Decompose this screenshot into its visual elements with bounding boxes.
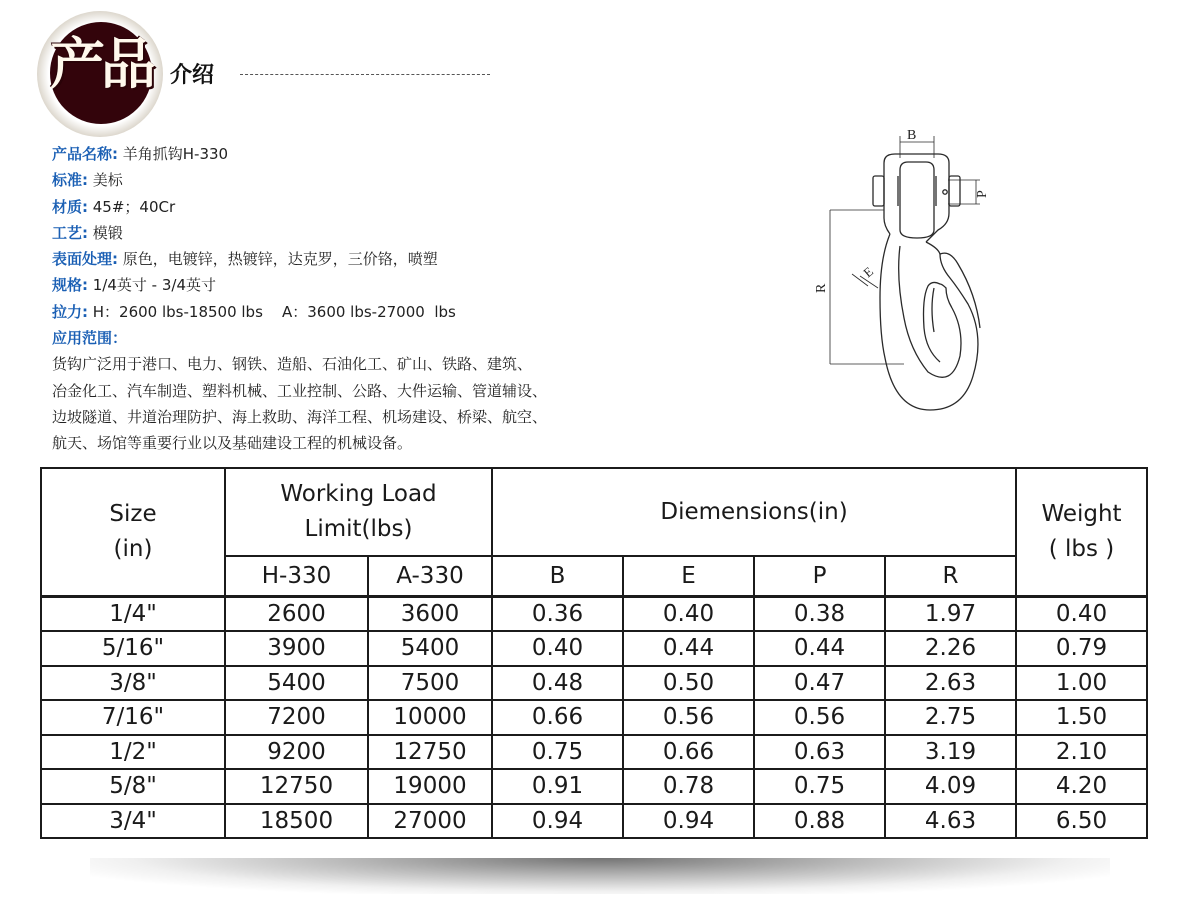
header-size-line1: Size <box>109 500 157 527</box>
cell-wll-a330: 27000 <box>368 804 492 839</box>
info-value: 美标 <box>88 171 123 190</box>
cell-dim-e: 0.40 <box>623 596 754 631</box>
hook-slot <box>900 162 934 238</box>
header-weight-line2: ( lbs ) <box>1048 535 1115 562</box>
spec-table <box>40 467 1148 839</box>
hook-body-inner <box>899 246 961 377</box>
cell-dim-p: 0.88 <box>754 804 885 839</box>
info-line-spec <box>52 272 652 298</box>
cell-dim-b: 0.91 <box>492 769 623 804</box>
header-r: R <box>885 556 1016 596</box>
cell-wll-h330: 2600 <box>225 596 368 631</box>
cell-dim-e: 0.78 <box>623 769 754 804</box>
info-value: 模锻 <box>88 223 123 242</box>
table-row <box>41 666 1147 701</box>
cell-size: 3/8" <box>41 666 225 701</box>
info-value: 1/4英寸 - 3/4英寸 <box>88 276 216 295</box>
cell-dim-p: 0.75 <box>754 769 885 804</box>
cell-dim-e: 0.56 <box>623 700 754 735</box>
cell-size: 5/16" <box>41 631 225 666</box>
info-value: 原色，电镀锌，热镀锌，达克罗，三价铬，喷塑 <box>118 250 438 269</box>
info-value: 45#；40Cr <box>88 197 176 216</box>
table-row <box>41 769 1147 804</box>
dim-label-r: R <box>814 283 829 293</box>
hook-pin-hole <box>943 190 947 194</box>
cell-dim-r: 3.19 <box>885 735 1016 770</box>
header-size <box>41 468 225 596</box>
cell-size: 1/2" <box>41 735 225 770</box>
scope-line: 货钩广泛用于港口、电力、钢铁、造船、石油化工、矿山、铁路、建筑、 <box>52 355 533 374</box>
cell-dim-p: 0.56 <box>754 700 885 735</box>
cell-wll-a330: 7500 <box>368 666 492 701</box>
cell-wll-h330: 12750 <box>225 769 368 804</box>
dim-label-e: E <box>860 263 877 281</box>
cell-weight: 1.00 <box>1016 666 1147 701</box>
cell-dim-r: 1.97 <box>885 596 1016 631</box>
cell-dim-r: 2.63 <box>885 666 1016 701</box>
cell-dim-e: 0.94 <box>623 804 754 839</box>
hook-pin-right <box>949 176 960 206</box>
hook-body-outer <box>880 234 980 410</box>
info-line-tension <box>52 299 652 325</box>
table-row <box>41 631 1147 666</box>
cell-wll-h330: 3900 <box>225 631 368 666</box>
info-label: 材质: <box>52 197 88 216</box>
cell-wll-h330: 9200 <box>225 735 368 770</box>
cell-size: 7/16" <box>41 700 225 735</box>
cell-dim-p: 0.47 <box>754 666 885 701</box>
cell-dim-b: 0.75 <box>492 735 623 770</box>
table-row <box>41 700 1147 735</box>
cell-weight: 4.20 <box>1016 769 1147 804</box>
info-line-finish <box>52 246 652 272</box>
cell-dim-b: 0.66 <box>492 700 623 735</box>
hook-pin-left <box>873 176 884 206</box>
section-title: 介绍 <box>170 63 215 88</box>
cell-wll-a330: 19000 <box>368 769 492 804</box>
table-row <box>41 804 1147 839</box>
scope-line: 边坡隧道、井道治理防护、海上救助、海洋工程、机场建设、桥梁、航空、 <box>52 407 548 426</box>
info-label: 标准: <box>52 171 88 190</box>
scope-line: 航天、场馆等重要行业以及基础建设工程的机械设备。 <box>52 434 413 453</box>
cell-wll-a330: 12750 <box>368 735 492 770</box>
table-row <box>41 596 1147 631</box>
table-body <box>41 596 1147 838</box>
header-weight-line1: Weight <box>1041 500 1122 527</box>
info-value: 羊角抓钩H-330 <box>118 145 229 163</box>
cell-weight: 0.79 <box>1016 631 1147 666</box>
cell-size: 1/4" <box>41 596 225 631</box>
cell-dim-e: 0.66 <box>623 735 754 770</box>
dim-label-b: B <box>907 128 917 143</box>
cell-wll-h330: 7200 <box>225 700 368 735</box>
info-label: 表面处理: <box>52 250 118 269</box>
hook-tip-inner <box>932 288 934 332</box>
cell-dim-b: 0.40 <box>492 631 623 666</box>
cell-dim-r: 2.26 <box>885 631 1016 666</box>
cell-dim-p: 0.63 <box>754 735 885 770</box>
info-label: 产品名称: <box>52 145 118 163</box>
info-label: 拉力: <box>52 302 88 321</box>
hook-tip <box>924 282 953 362</box>
info-value: H：2600 lbs-18500 lbs A：3600 lbs-27000 lbs <box>88 302 456 321</box>
hook-body-back <box>926 242 940 254</box>
cell-dim-b: 0.48 <box>492 666 623 701</box>
cell-dim-b: 0.94 <box>492 804 623 839</box>
product-info <box>52 141 652 457</box>
cell-wll-a330: 3600 <box>368 596 492 631</box>
header-e: E <box>623 556 754 596</box>
cell-wll-a330: 10000 <box>368 700 492 735</box>
cell-dim-e: 0.50 <box>623 666 754 701</box>
dim-label-p: P <box>975 190 990 198</box>
header-a330: A-330 <box>368 556 492 596</box>
cell-size: 5/8" <box>41 769 225 804</box>
header-weight <box>1016 468 1147 596</box>
scope-label: 应用范围： <box>52 329 128 348</box>
cell-dim-r: 4.63 <box>885 804 1016 839</box>
cell-dim-r: 4.09 <box>885 769 1016 804</box>
info-line-process <box>52 220 652 246</box>
info-line-standard <box>52 167 652 193</box>
dashed-divider <box>240 74 490 75</box>
cell-wll-a330: 5400 <box>368 631 492 666</box>
info-line-name <box>52 141 652 167</box>
header-p: P <box>754 556 885 596</box>
header-h330: H-330 <box>225 556 368 596</box>
cell-size: 3/4" <box>41 804 225 839</box>
info-label: 工艺: <box>52 223 88 242</box>
info-line-material <box>52 194 652 220</box>
cell-dim-p: 0.44 <box>754 631 885 666</box>
table-row <box>41 735 1147 770</box>
badge-text: 产品 <box>49 32 152 96</box>
cell-dim-r: 2.75 <box>885 700 1016 735</box>
cell-dim-e: 0.44 <box>623 631 754 666</box>
hook-clevis-outer <box>884 154 949 242</box>
header-wll-line2: Limit(lbs) <box>304 516 413 542</box>
info-label: 规格: <box>52 276 88 295</box>
cell-weight: 6.50 <box>1016 804 1147 839</box>
header-wll-line1: Working Load <box>280 481 437 507</box>
scope-line: 冶金化工、汽车制造、塑料机械、工业控制、公路、大件运输、管道辅设、 <box>52 381 548 400</box>
header-wll <box>225 468 492 556</box>
header-size-line2: (in) <box>113 535 153 562</box>
cell-dim-b: 0.36 <box>492 596 623 631</box>
cell-weight: 2.10 <box>1016 735 1147 770</box>
cell-wll-h330: 5400 <box>225 666 368 701</box>
hook-clevis-left <box>884 163 890 234</box>
bottom-shadow <box>90 858 1110 894</box>
cell-dim-p: 0.38 <box>754 596 885 631</box>
header-dimensions: Diemensions(in) <box>492 468 1016 556</box>
cell-weight: 0.40 <box>1016 596 1147 631</box>
cell-weight: 1.50 <box>1016 700 1147 735</box>
cell-wll-h330: 18500 <box>225 804 368 839</box>
hook-diagram <box>800 118 1010 418</box>
header-b: B <box>492 556 623 596</box>
